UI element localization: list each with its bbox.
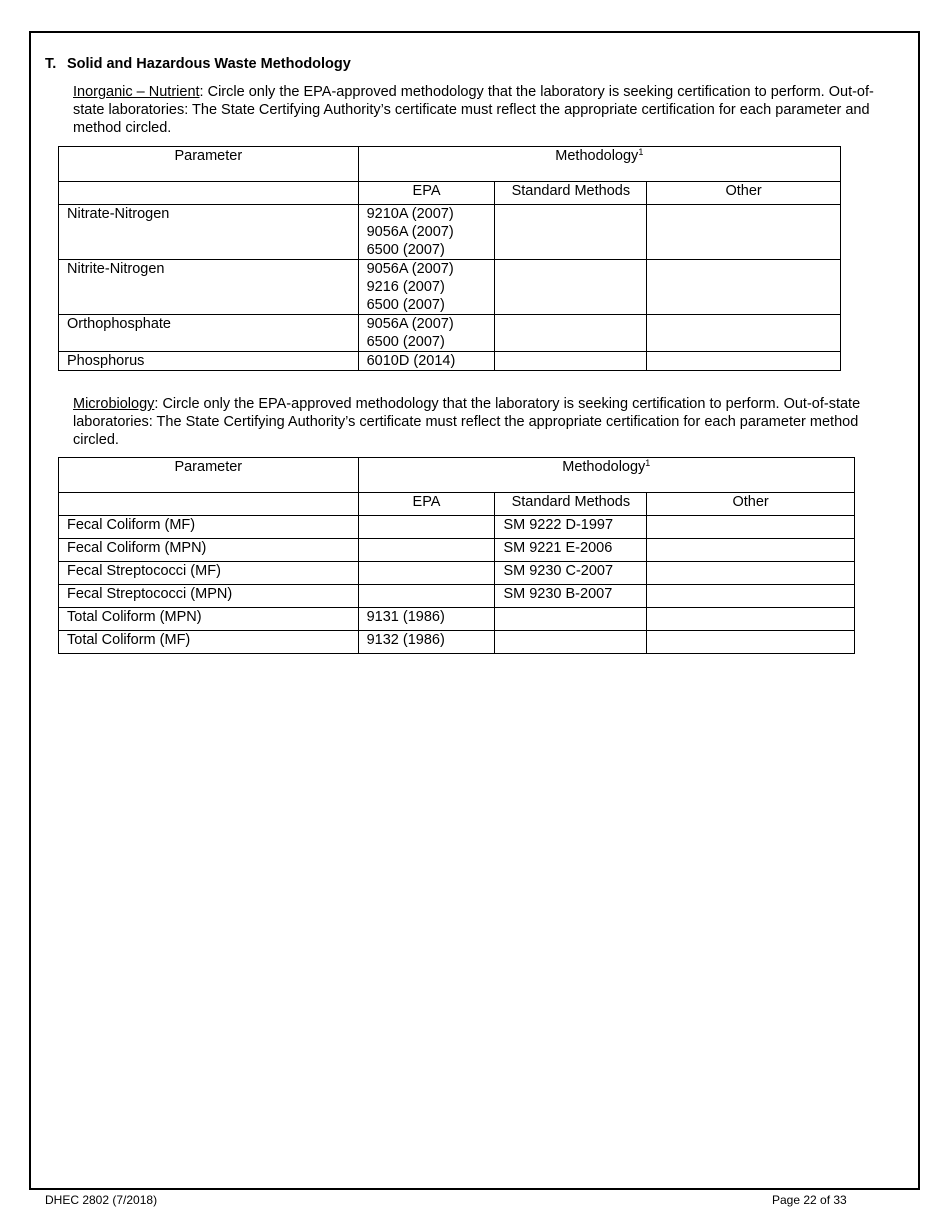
row-other[interactable]: [647, 631, 855, 654]
row-standard-methods[interactable]: SM 9222 D-1997: [495, 516, 647, 539]
section-title: Solid and Hazardous Waste Methodology: [67, 56, 351, 72]
col-other: Other: [647, 182, 841, 205]
row-parameter: Total Coliform (MPN): [59, 608, 359, 631]
microbiology-label: Microbiology: [73, 396, 155, 412]
table-row: [59, 631, 855, 654]
row-parameter: Fecal Streptococci (MF): [59, 562, 359, 585]
row-standard-methods[interactable]: SM 9221 E-2006: [495, 539, 647, 562]
row-other[interactable]: [647, 608, 855, 631]
epa-method[interactable]: 9056A (2007): [366, 316, 454, 332]
microbiology-instructions: [73, 395, 905, 449]
row-other[interactable]: [647, 352, 841, 371]
footnote-marker: 1: [645, 458, 651, 468]
row-standard-methods: [495, 315, 647, 352]
inorganic-table: [58, 146, 841, 371]
row-standard-methods[interactable]: SM 9230 B-2007: [495, 585, 647, 608]
microbiology-text: : Circle only the EPA-approved methodology that the laboratory is seeking certification to perform. Out-of-state laboratories: The State Certifying Authority’s certificate must reflect the appropriate certification for each parameter method circled.: [73, 396, 861, 448]
table-row: [59, 562, 855, 585]
row-standard-methods: [495, 352, 647, 371]
epa-method[interactable]: 9210A (2007): [366, 206, 454, 222]
table-header-row: [59, 147, 841, 182]
subheader-blank: [59, 493, 359, 516]
col-epa: EPA: [358, 493, 495, 516]
row-epa[interactable]: [358, 516, 495, 539]
methodology-label: Methodology: [562, 459, 646, 475]
footnote-marker: 1: [638, 147, 644, 157]
row-other[interactable]: [647, 562, 855, 585]
row-epa: [358, 205, 495, 260]
row-parameter: Fecal Coliform (MF): [59, 516, 359, 539]
row-epa[interactable]: [358, 562, 495, 585]
header-parameter: Parameter: [59, 147, 359, 182]
epa-method[interactable]: 6500 (2007): [366, 334, 445, 350]
row-epa: [358, 315, 495, 352]
table-subheader-row: [59, 182, 841, 205]
row-epa: [358, 352, 495, 371]
row-parameter: Fecal Coliform (MPN): [59, 539, 359, 562]
row-other[interactable]: [647, 260, 841, 315]
epa-method[interactable]: 6500 (2007): [366, 297, 445, 313]
row-parameter: Phosphorus: [59, 352, 359, 371]
row-standard-methods[interactable]: [495, 608, 647, 631]
row-epa[interactable]: [358, 539, 495, 562]
row-other[interactable]: [647, 315, 841, 352]
epa-method[interactable]: 9216 (2007): [366, 279, 445, 295]
row-epa[interactable]: 9131 (1986): [358, 608, 495, 631]
row-standard-methods[interactable]: SM 9230 C-2007: [495, 562, 647, 585]
header-parameter: Parameter: [59, 458, 359, 493]
table-row: [59, 608, 855, 631]
page-number: Page 22 of 33: [772, 1193, 847, 1207]
row-epa[interactable]: 9132 (1986): [358, 631, 495, 654]
methodology-label: Methodology: [555, 148, 639, 164]
epa-method[interactable]: 6500 (2007): [366, 242, 445, 258]
table-row: [59, 585, 855, 608]
row-parameter: Nitrate-Nitrogen: [59, 205, 359, 260]
col-other: Other: [647, 493, 855, 516]
col-standard-methods: Standard Methods: [495, 182, 647, 205]
header-methodology: [358, 458, 854, 493]
form-id: DHEC 2802 (7/2018): [45, 1193, 158, 1207]
header-methodology: [358, 147, 840, 182]
col-epa: EPA: [358, 182, 495, 205]
row-standard-methods: [495, 260, 647, 315]
table-row: [59, 315, 841, 352]
inorganic-instructions: [73, 83, 893, 137]
row-standard-methods[interactable]: [495, 631, 647, 654]
row-other[interactable]: [647, 205, 841, 260]
table-row: [59, 352, 841, 371]
table-subheader-row: [59, 493, 855, 516]
col-standard-methods: Standard Methods: [495, 493, 647, 516]
section-number: T.: [45, 56, 57, 72]
row-other[interactable]: [647, 539, 855, 562]
microbiology-table: [58, 457, 855, 654]
epa-method[interactable]: 9056A (2007): [366, 224, 454, 240]
row-other[interactable]: [647, 516, 855, 539]
inorganic-label: Inorganic – Nutrient: [73, 84, 200, 100]
row-parameter: Fecal Streptococci (MPN): [59, 585, 359, 608]
inorganic-text: : Circle only the EPA-approved methodology that the laboratory is seeking certification to perform. Out-of-state laboratories: The State Certifying Authority’s certificate must reflect the appropriate certification for each parameter and method circled.: [73, 84, 874, 136]
row-parameter: Orthophosphate: [59, 315, 359, 352]
table-row: [59, 516, 855, 539]
row-epa[interactable]: [358, 585, 495, 608]
row-other[interactable]: [647, 585, 855, 608]
row-epa: [358, 260, 495, 315]
section-heading: [45, 56, 351, 72]
row-parameter: Nitrite-Nitrogen: [59, 260, 359, 315]
table-row: [59, 539, 855, 562]
table-row: [59, 205, 841, 260]
table-header-row: [59, 458, 855, 493]
row-standard-methods: [495, 205, 647, 260]
subheader-blank: [59, 182, 359, 205]
epa-method[interactable]: 9056A (2007): [366, 261, 454, 277]
row-parameter: Total Coliform (MF): [59, 631, 359, 654]
epa-method[interactable]: 6010D (2014): [366, 353, 456, 369]
table-row: [59, 260, 841, 315]
